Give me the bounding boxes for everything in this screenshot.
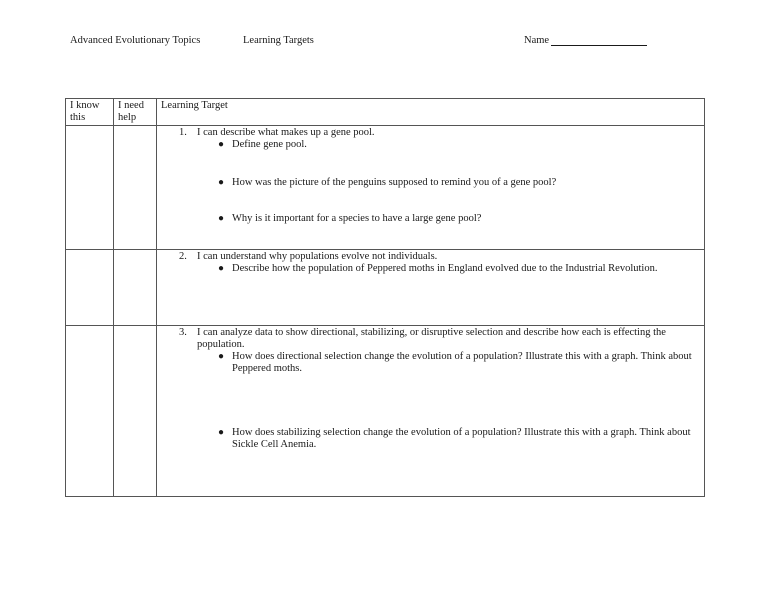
- name-field[interactable]: [524, 35, 549, 46]
- question-item: [161, 427, 700, 451]
- course-title: Advanced Evolutionary Topics: [70, 35, 201, 46]
- question-item: [161, 351, 700, 375]
- question-item: [161, 263, 700, 275]
- question-list: [161, 351, 700, 451]
- learning-target-cell: [157, 250, 705, 326]
- learning-targets-table: [65, 98, 705, 497]
- bullet-icon: ●: [218, 427, 225, 438]
- check-cell-i-know-this[interactable]: [66, 326, 114, 497]
- learning-target: [161, 327, 700, 351]
- question-text: How does directional selection change the evolution of a population? Illustrate this with a graph. Think about Peppered moths.: [232, 351, 692, 374]
- check-cell-i-need-help[interactable]: [114, 250, 157, 326]
- question-list: [161, 139, 700, 225]
- table-header-row: [66, 99, 705, 126]
- table-row: [66, 126, 705, 250]
- document-subject: Learning Targets: [243, 35, 314, 46]
- bullet-icon: ●: [218, 177, 225, 188]
- learning-target: [161, 127, 700, 139]
- check-cell-i-know-this[interactable]: [66, 250, 114, 326]
- bullet-icon: ●: [218, 351, 225, 362]
- question-item: [161, 139, 700, 151]
- bullet-icon: ●: [218, 139, 225, 150]
- question-text: How was the picture of the penguins supposed to remind you of a gene pool?: [232, 177, 557, 188]
- target-number: 1.: [179, 127, 187, 138]
- learning-target-cell: [157, 326, 705, 497]
- target-text: I can analyze data to show directional, stabilizing, or disruptive selection and describe how each is effecting the population.: [197, 327, 666, 350]
- table-row: [66, 250, 705, 326]
- question-list: [161, 263, 700, 275]
- page-header: [0, 35, 768, 51]
- check-cell-i-need-help[interactable]: [114, 126, 157, 250]
- question-item: [161, 177, 700, 189]
- target-text: I can describe what makes up a gene pool.: [197, 127, 375, 138]
- target-number: 2.: [179, 251, 187, 262]
- target-number: 3.: [179, 327, 187, 338]
- check-cell-i-need-help[interactable]: [114, 326, 157, 497]
- bullet-icon: ●: [218, 213, 225, 224]
- question-text: How does stabilizing selection change the evolution of a population? Illustrate this with a graph. Think about Sickle Cell Anemia.: [232, 427, 691, 450]
- column-header-i-know-this: I know this: [66, 99, 114, 126]
- bullet-icon: ●: [218, 263, 225, 274]
- learning-target: [161, 251, 700, 263]
- column-header-learning-target: Learning Target: [157, 99, 705, 126]
- question-item: [161, 213, 700, 225]
- learning-target-cell: [157, 126, 705, 250]
- name-blank-line[interactable]: [551, 35, 647, 46]
- target-text: I can understand why populations evolve not individuals.: [197, 251, 438, 262]
- column-header-i-need-help: I need help: [114, 99, 157, 126]
- table-row: [66, 326, 705, 497]
- question-text: Describe how the population of Peppered moths in England evolved due to the Industrial Revolution.: [232, 263, 658, 274]
- question-text: Why is it important for a species to have a large gene pool?: [232, 213, 482, 224]
- name-label: Name: [524, 35, 550, 46]
- question-text: Define gene pool.: [232, 139, 307, 150]
- check-cell-i-know-this[interactable]: [66, 126, 114, 250]
